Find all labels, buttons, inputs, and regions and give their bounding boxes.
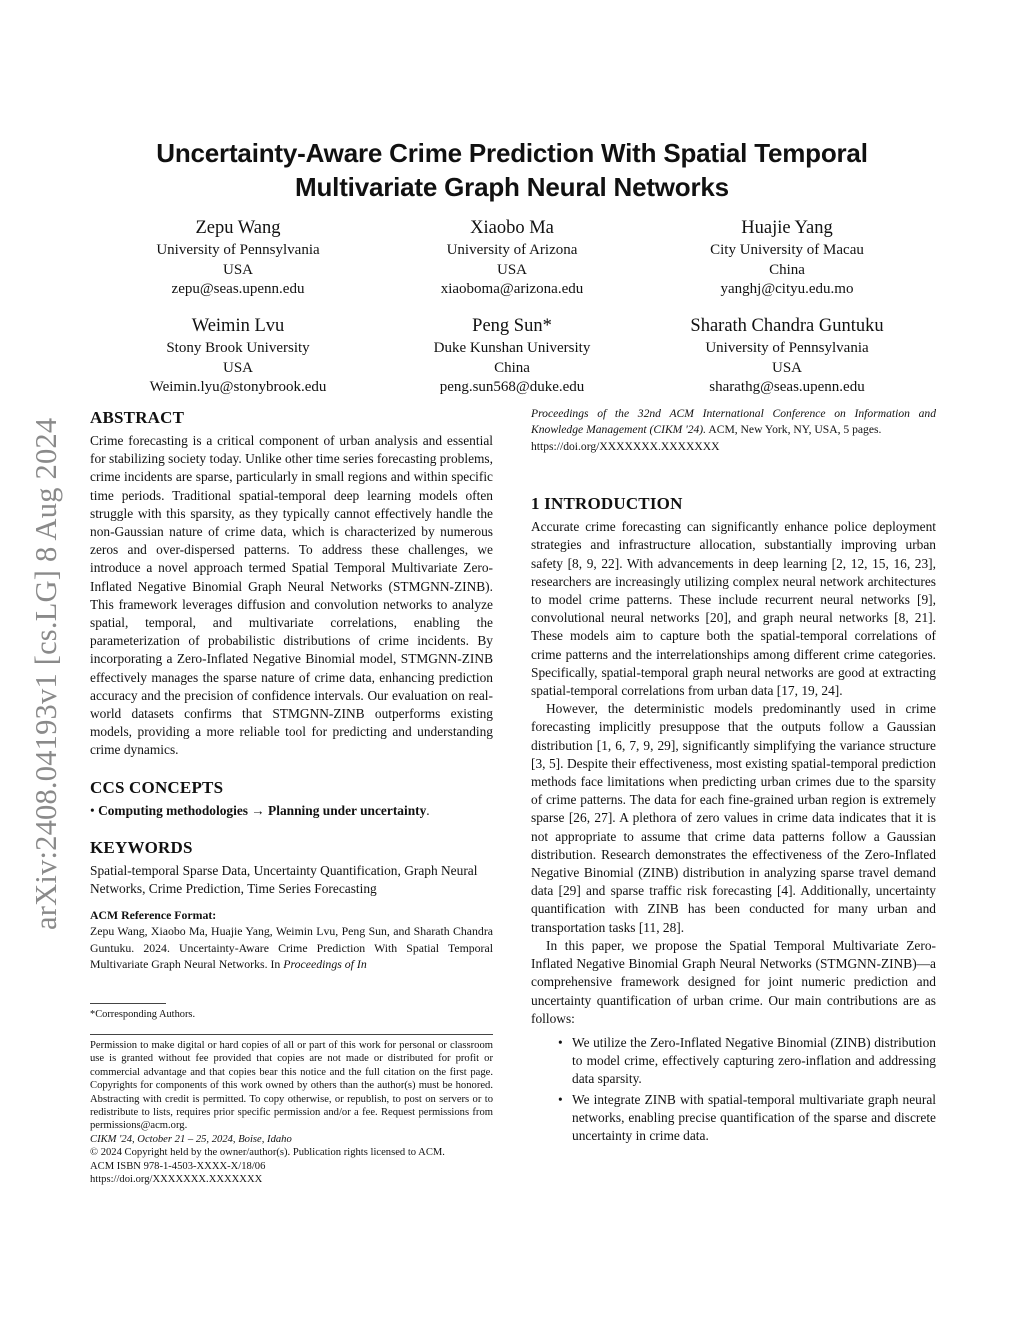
acm-reference-italic: Proceedings of In [283,957,367,972]
list-item: • We utilize the Zero-Inflated Negative Binomial (ZINB) distribution to model crime, effectively capturing zero-inflation and addressing data sparsity. [531,1034,936,1089]
intro-paragraph-2: However, the deterministic models predominantly used in crime forecasting implicitly presuppose that the outputs follow a Gaussian distribution [1, 6, 7, 9, 29], significantly simplifying the variance structure [3, 5]. Despite their effectiveness, most existing spatial-temporal prediction methods face limitations when predicting urban crimes due to the sparsity of crime patterns. The data for each fine-grained urban region is extremely sparse [26, 27]. A plethora of zero values in crime data indicates that it is not appropriate to assume that crime data patterns follow a Gaussian distribution. Research demonstrates the effectiveness of the Zero-Inflated Negative Binomial (ZINB) distribution in analyzing sparse travel demand data [29] and sparse traffic risk forecasting [4]. Additionally, uncertainty quantification with ZINB has been conducted for many urban and transportation tasks [11, 28]. [531,701,936,935]
author-block [362,314,662,398]
permission-text: Permission to make digital or hard copies of all or part of this work for personal or classroom use is granted without fee provided that copies are not made or distributed for profit or commercial advantage and that copies bear this notice and the full citation on the first page. Copyrights for components of this work owned by others than the author(s) must be honored. Abstracting with credit is permitted. To copy otherwise, or republish, to post on servers or to redistribute to lists, requires prior specific permission and/or a fee. Request permissions from permissions@acm.org. [90,1040,493,1132]
proceedings-title: Proceedings of the 32nd ACM International Conference on Information and Knowledge Management (CIKM '24). [531,407,936,437]
author-block [362,216,662,300]
author-country: USA [771,359,802,376]
footnote-area [90,1003,493,1186]
author-name: Peng Sun* [472,316,552,336]
author-email: yanghj@cityu.edu.mo [720,281,854,297]
keywords-text: Spatial-temporal Sparse Data, Uncertainty Quantification, Graph Neural Networks, Crime Prediction, Time Series Forecasting [90,862,478,897]
author-country: USA [496,261,527,278]
author-country: China [494,359,530,376]
author-block [88,216,388,300]
abstract-text: Crime forecasting is a critical component of urban analysis and essential for stabilizing society today. Unlike other time series forecasting problems, crime incidents are sparse, particularly in small regions and within specific time periods. Traditional spatial-temporal deep learning models often struggle with this sparsity, as they typically cannot effectively handle the non-Gaussian nature of crime data, which is characterized by numerous zeros and over-dispersed patterns. To address these challenges, we introduce a novel approach termed Spatial Temporal Multivariate Zero-Inflated Negative Binomial Graph Neural Networks (STMGNN-ZINB). This framework leverages diffusion and convolution networks to analyze spatial, temporal, and multivariate correlations, enabling the parameterization of probabilistic distributions of crime incidents. By incorporating a Zero-Inflated Negative Binomial model, STMGNN-ZINB effectively manages the sparse nature of crime data, enhancing prediction accuracy and the precision of confidence intervals. Our evaluation on real-world datasets confirms that STMGNN-ZINB outperforms existing models, providing a more reliable tool for predicting and understanding crime dynamics. [90,433,493,758]
author-affiliation: University of Arizona [446,242,578,258]
ccs-item: Computing methodologies → Planning under uncertainty [98,802,427,818]
ccs-bullet: • [90,802,95,818]
acm-reference-text [90,923,493,972]
author-block [88,314,388,398]
title-line-2: Multivariate Graph Neural Networks [295,172,729,202]
acm-reference-body: Zepu Wang, Xiaobo Ma, Huajie Yang, Weimin Lvu, Peng Sun, and Sharath Chandra Guntuku. 2024. Uncertainty-Aware Crime Prediction With Spatial Temporal Multivariate Graph Neural Networks. In [90,924,493,972]
copyright-line: © 2024 Copyright held by the owner/author(s). Publication rights licensed to ACM. [90,1147,445,1159]
author-affiliation: University of Pennsylvania [705,340,869,356]
author-country: China [769,261,805,278]
author-affiliation: Stony Brook University [166,340,310,356]
acm-reference-continuation [531,406,936,455]
author-email: xiaoboma@arizona.edu [440,281,584,297]
author-email: peng.sun568@duke.edu [439,379,585,395]
author-affiliation: University of Pennsylvania [156,242,320,258]
title-line-1: Uncertainty-Aware Crime Prediction With Spatial Temporal [156,138,868,168]
ccs-period: . [426,802,430,818]
abstract-heading: ABSTRACT [90,408,185,427]
author-email: sharathg@seas.upenn.edu [709,379,865,395]
author-name: Sharath Chandra Guntuku [690,316,884,336]
intro-paragraph-3: In this paper, we propose the Spatial Temporal Multivariate Zero-Inflated Negative Binomial Graph Neural Networks (STMGNN-ZINB)—a comprehensive framework designed for joint numeric prediction and uncertainty quantification of urban crime. Our main contributions are as follows: [531,937,936,1026]
author-name: Zepu Wang [195,218,281,238]
proceedings-rest: ACM, New York, NY, USA, 5 pages. [706,423,882,437]
right-column [531,406,936,1147]
author-name: Xiaobo Ma [470,218,554,238]
author-block [637,314,937,398]
permission-rule [90,1034,493,1035]
author-affiliation: City University of Macau [710,242,864,258]
paper-title [90,136,934,204]
conference-line: CIKM '24, October 21 – 25, 2024, Boise, Idaho [90,1133,292,1145]
author-affiliation: Duke Kunshan University [433,340,591,356]
introduction-heading: 1 INTRODUCTION [531,494,683,514]
doi-line: https://doi.org/XXXXXXX.XXXXXXX [90,1174,263,1186]
contributions-list [531,1034,936,1145]
author-email: zepu@seas.upenn.edu [171,281,305,297]
ccs-concept [90,802,493,820]
author-email: Weimin.lyu@stonybrook.edu [149,379,327,395]
corresponding-note: *Corresponding Authors. [90,1009,196,1020]
left-column [90,406,493,972]
ccs-heading: CCS CONCEPTS [90,777,224,797]
intro-paragraph-1: Accurate crime forecasting can significantly enhance police deployment strategies and infrastructure allocation, substantially improving urban safety [8, 9, 22]. With advancements in deep learning [2, 12, 15, 16, 23], researchers are increasingly utilizing complex neural network architectures to model crime patterns. These include recurrent neural networks [9], convolutional neural networks [20], and graph neural networks [8, 21]. These models aim to capture both the spatial-temporal correlations of crime patterns and the interrelationships among different crime categories. Specifically, spatial-temporal graph neural networks are good at extracting spatial-temporal correlations from urban data [17, 19, 24]. [531,519,936,699]
author-country: USA [222,359,253,376]
author-name: Huajie Yang [741,218,833,238]
author-name: Weimin Lvu [191,316,285,336]
author-country: USA [222,261,253,278]
isbn-line: ACM ISBN 978-1-4503-XXXX-X/18/06 [90,1160,266,1172]
author-block [637,216,937,300]
reference-doi: https://doi.org/XXXXXXX.XXXXXXX [531,439,720,453]
acm-reference-heading: ACM Reference Format: [90,908,217,923]
footnote-rule [90,1003,166,1004]
list-item: • We integrate ZINB with spatial-temporal multivariate graph neural networks, enabling precise quantification of the sparse and discrete uncertainty in crime data. [531,1091,936,1146]
arxiv-stamp: arXiv:2408.04193v1 [cs.LG] 8 Aug 2024 [29,417,63,930]
keywords-heading: KEYWORDS [90,837,193,857]
